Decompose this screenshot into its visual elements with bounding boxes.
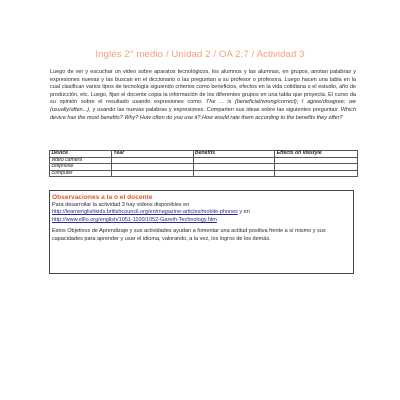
instructions-questions: Which device has the most benefits? Why? How often do you use it? How would rate them according to the benefits they offer? xyxy=(50,106,356,121)
table-cell: video camera xyxy=(50,157,112,164)
teacher-notes-box xyxy=(49,190,354,274)
header-effects: Effects on lifestyle xyxy=(275,151,358,158)
header-device: Device xyxy=(50,151,112,158)
activity-instructions xyxy=(50,69,356,122)
table-cell: computer xyxy=(50,170,112,177)
table-row xyxy=(50,170,358,177)
notes-intro: Para desarrollar la actividad 3 hay videos disponibles en xyxy=(52,202,190,208)
table-cell xyxy=(275,164,358,171)
table-cell xyxy=(275,170,358,177)
notes-links-line-2 xyxy=(52,217,351,224)
table-cell: cellphone xyxy=(50,164,112,171)
page-title: Inglés 2° medio / Unidad 2 / OA 2;7 / Actividad 3 xyxy=(95,49,305,60)
instructions-text: Luego de ver y escuchar un video sobre aparatos tecnológicos, los alumnos y las alumnas, en grupos, anotan palabras y expresiones nuevas y las buscan en el diccionario o las preguntan a su profesor o profesora. Luego hacen una tabla en la cual clasifican varios tipos de tecnología siguiendo criterios como beneficios, efectos en la vida cotidiana o el estudio, año de producción, etc. Luego, fijan el docente copia la información de los diferentes grupos en una tabla que proyecta. El curso da su opinión sobre el resultado usando expresiones como: xyxy=(50,69,356,106)
link-suffix: y en xyxy=(237,209,250,216)
table-header-row xyxy=(50,151,358,158)
notes-closing: Estos Objetivos de Aprendizaje y sus actividades ayudan a fomentar una actitud positiva frente a sí mismo y sus capacidades para aprender y usar el idioma, valorando, a la vez, los logros de los demás. xyxy=(52,228,326,242)
table-cell xyxy=(111,164,193,171)
table-cell xyxy=(111,157,193,164)
device-table xyxy=(49,150,358,177)
table-row xyxy=(50,164,358,171)
notes-links-line-1 xyxy=(52,209,351,216)
instructions-examples: The ... is (beneficial/wrong/correct); I agree/disagree; we (usually/often...) xyxy=(50,99,356,113)
header-year: Year xyxy=(111,151,193,158)
table-cell xyxy=(193,157,275,164)
video-link-2[interactable]: http://www.elllo.org/english/1051-1100/1052-Gareth-Technology.htm xyxy=(52,216,217,223)
table-cell xyxy=(275,157,358,164)
notes-title: Observaciones a la o el docente xyxy=(52,194,153,201)
header-benefits: Benefits xyxy=(193,151,275,158)
table-cell xyxy=(193,164,275,171)
instructions-text-2: , y usando las nuevas palabras y expresiones. Comparten sus ideas sobre las siguientes preguntas: xyxy=(89,106,341,113)
table-cell xyxy=(193,170,275,177)
table-row xyxy=(50,157,358,164)
table-cell xyxy=(111,170,193,177)
video-link-1[interactable]: http://learnenglishkids.britishcouncil.org/en/magazine-articles/mobile-phones xyxy=(52,209,238,216)
